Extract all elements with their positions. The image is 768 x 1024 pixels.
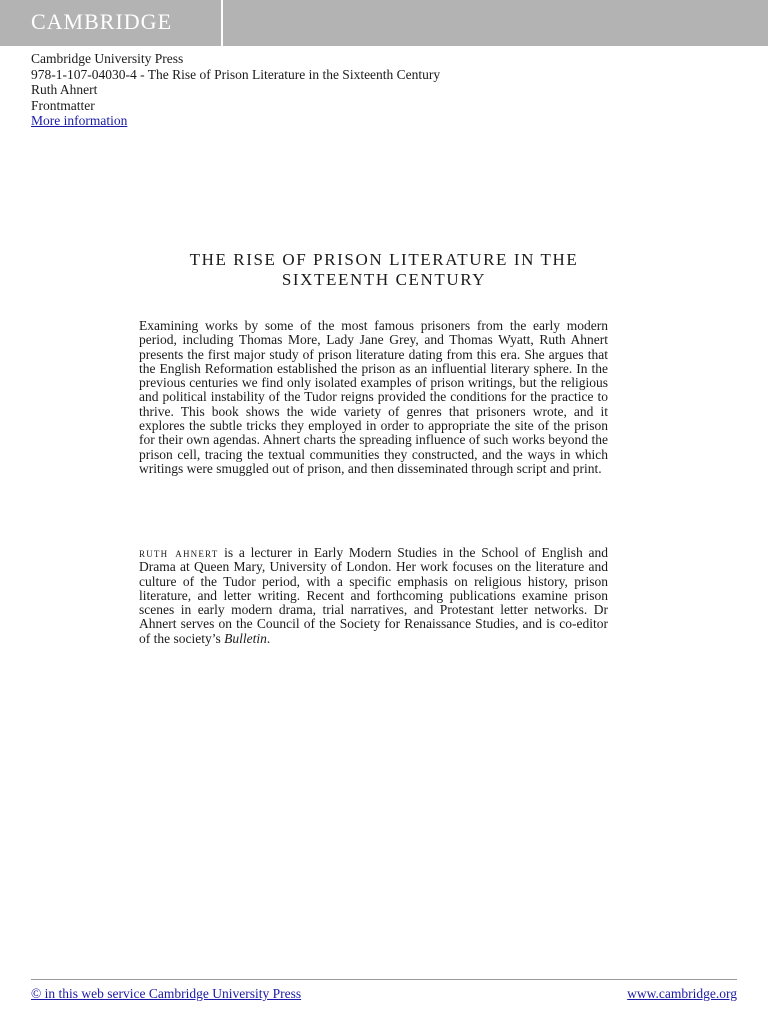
author-bio-text: is a lecturer in Early Modern Studies in the School of English and Drama at Queen Mary, University of London. Her work focuses on the literature and culture of the Tudor period, with a specific emphasis on religious history, prison literature, and letter writing. Recent and forthcoming publications examine prison scenes in early modern drama, trial narratives, and Protestant letter networks. Dr Ahnert serves on the Council of the Society for Renaissance Studies, and is co-editor of the society’s — [139, 545, 608, 646]
book-title — [100, 250, 668, 290]
author-bio-name: ruth ahnert — [139, 545, 219, 560]
isbn-title: 978-1-107-04030-4 - The Rise of Prison Literature in the Sixteenth Century — [31, 66, 441, 82]
header-bar — [0, 0, 768, 46]
cambridge-logo: CAMBRIDGE — [31, 9, 173, 34]
more-information-link[interactable]: More information — [31, 113, 128, 128]
book-title-line-1: THE RISE OF PRISON LITERATURE IN THE — [189, 250, 579, 269]
author-bio — [139, 546, 608, 646]
publisher-name: Cambridge University Press — [31, 51, 184, 66]
book-meta — [31, 51, 440, 129]
logo-divider — [221, 0, 223, 46]
author-bio-bulletin: Bulletin — [224, 630, 267, 646]
footer-copyright — [31, 986, 301, 1002]
footer-rule — [31, 979, 737, 980]
book-summary: Examining works by some of the most famous prisoners from the early modern period, including Thomas More, Lady Jane Grey, and Thomas Wyatt, Ruth Ahnert presents the first major study of prison literature dating from this era. She argues that the English Reformation established the prison as an influential literary sphere. In the previous centuries we find only isolated examples of prison writings, but the religious and political instability of the Tudor reigns provided the conditions for the practice to thrive. This book shows the wide variety of genres that prisoners wrote, and it explores the subtle tricks they employed in order to appropriate the site of the prison for their own agendas. Ahnert charts the spreading influence of such works beyond the prison cell, tracing the textual communities they constructed, and the ways in which writings were smuggled out of prison, and then disseminated through script and print. — [139, 318, 608, 476]
author-bio-end: . — [266, 630, 271, 646]
section-name: Frontmatter — [31, 97, 95, 113]
copyright-link[interactable]: © in this web service Cambridge University Press — [31, 986, 302, 1001]
footer-website — [627, 986, 737, 1002]
book-title-line-2: SIXTEENTH CENTURY — [281, 270, 487, 289]
website-link[interactable]: www.cambridge.org — [627, 986, 737, 1001]
author-name: Ruth Ahnert — [31, 82, 98, 97]
